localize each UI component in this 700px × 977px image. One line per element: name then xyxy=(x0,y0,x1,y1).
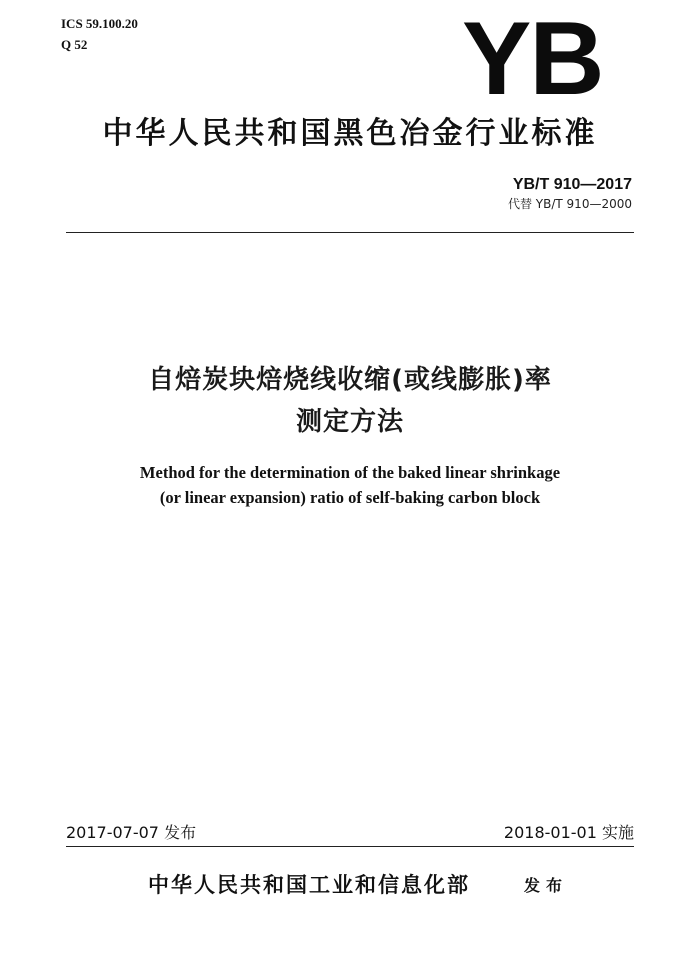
effective-date: 2018-01-01 实施 xyxy=(503,823,634,842)
document-title-en-line2: (or linear expansion) ratio of self-baking carbon block xyxy=(159,488,541,507)
standard-number: YB/T 910—2017 xyxy=(512,176,632,193)
ics-code: ICS 59.100.20 xyxy=(61,16,138,31)
footer-divider xyxy=(66,846,634,847)
publish-label: 发布 xyxy=(524,876,569,895)
replaces-standard: 代替 YB/T 910—2000 xyxy=(507,197,632,211)
issuing-authority: 中华人民共和国工业和信息化部 xyxy=(148,873,470,897)
document-title-en-line1: Method for the determination of the baked linear shrinkage xyxy=(139,463,561,482)
document-title-zh-line2: 测定方法 xyxy=(295,407,404,437)
document-title-zh-line1: 自焙炭块焙烧线收缩(或线膨胀)率 xyxy=(148,365,552,395)
header-divider xyxy=(66,232,634,233)
standard-category-title: 中华人民共和国黑色冶金行业标准 xyxy=(102,116,598,151)
issue-date: 2017-07-07 发布 xyxy=(66,823,197,842)
yb-logo: YB xyxy=(462,20,603,98)
classification-code: Q 52 xyxy=(61,37,88,52)
